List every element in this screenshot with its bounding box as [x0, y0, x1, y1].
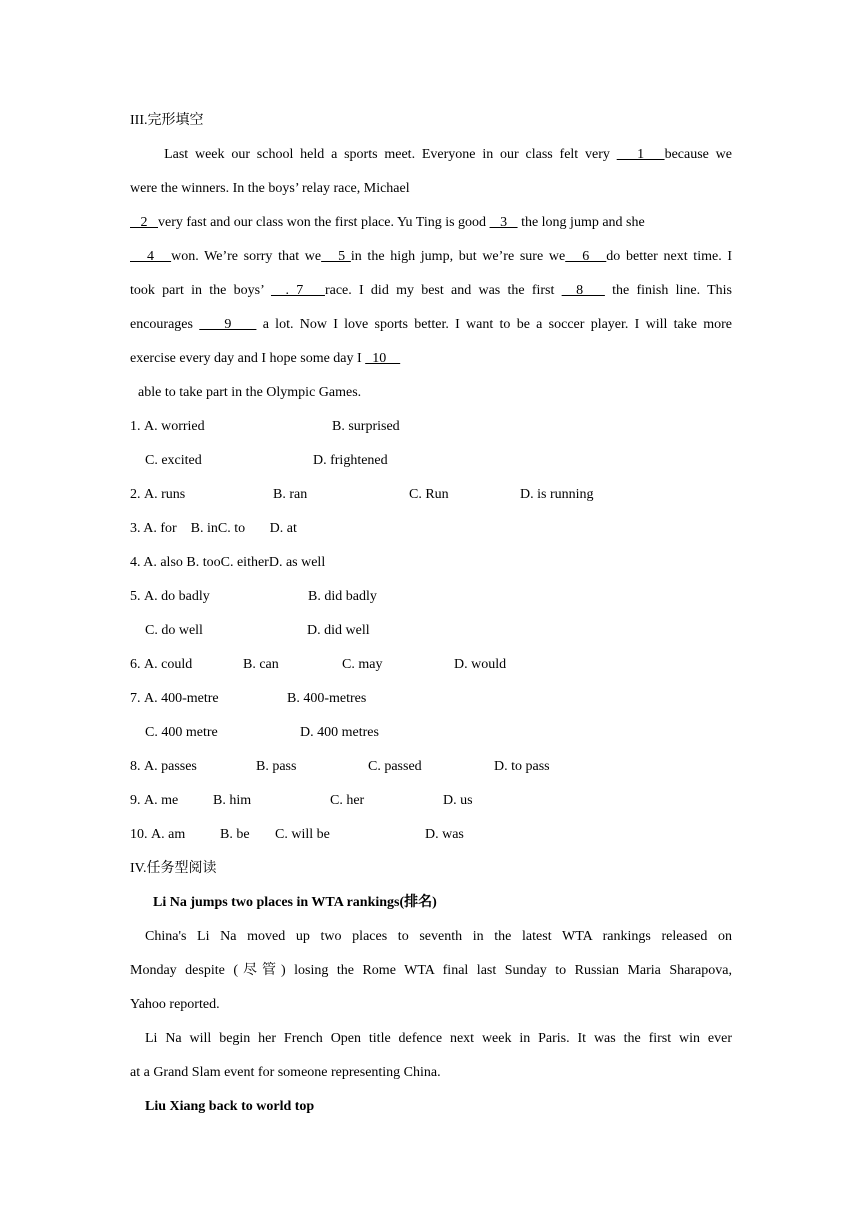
option-c[interactable]: C. will be [275, 827, 330, 842]
option-c[interactable]: C. Run [409, 487, 449, 502]
passage-line: were the winners. In the boys’ relay race, Michael [130, 181, 410, 196]
question-4-options[interactable]: A. also B. tooC. eitherD. as well [143, 555, 326, 570]
question-6: 6. A. could [130, 657, 193, 672]
article-line: China's Li Na moved up two places to seventh in the latest WTA rankings released on [145, 929, 732, 944]
option-a[interactable]: A. worried [144, 419, 205, 434]
passage-line: 4 won. We’re sorry that we 5 in the high jump, but we’re sure we 6 do better next time. I [130, 249, 733, 264]
section-heading-cloze: III.完形填空 [130, 113, 204, 128]
option-d[interactable]: D. did well [307, 623, 370, 638]
blank-8[interactable]: 8 [561, 283, 605, 298]
option-b[interactable]: B. did badly [308, 589, 377, 604]
blank-5[interactable]: 5 [321, 249, 351, 264]
blank-9[interactable]: 9 [199, 317, 257, 332]
blank-7[interactable]: . 7 [270, 283, 325, 298]
option-a[interactable]: A. runs [144, 487, 186, 502]
section-heading-reading: IV.任务型阅读 [130, 861, 217, 876]
passage-line: took part in the boys’ . 7 race. I did my best and was the first 8 the finish line. This [130, 283, 733, 298]
option-a[interactable]: A. 400-metre [144, 691, 219, 706]
option-c[interactable]: C. passed [368, 759, 422, 774]
question-7: 7. A. 400-metre [130, 691, 219, 706]
question-2: 2. A. runs [130, 487, 186, 502]
article-title: Liu Xiang back to world top [145, 1099, 315, 1114]
option-c[interactable]: C. excited [145, 453, 202, 468]
passage-line: exercise every day and I hope some day I 10 [130, 351, 401, 366]
question-9: 9. A. me [130, 793, 179, 808]
passage-line: Last week our school held a sports meet. Everyone in our class felt very 1 because we [164, 147, 733, 162]
question-5: 5. A. do badly [130, 589, 210, 604]
option-b[interactable]: B. him [213, 793, 252, 808]
option-b[interactable]: B. surprised [332, 419, 400, 434]
option-d[interactable]: D. is running [520, 487, 594, 502]
passage-line: able to take part in the Olympic Games. [138, 385, 362, 400]
passage-line: 2 very fast and our class won the first place. Yu Ting is good 3 the long jump and she [130, 215, 645, 230]
article-line: Li Na will begin her French Open title defence next week in Paris. It was the first win ever [145, 1031, 732, 1046]
option-d[interactable]: D. was [425, 827, 464, 842]
blank-1[interactable]: 1 [616, 147, 665, 162]
question-4: 4. A. also B. tooC. eitherD. as well [130, 555, 326, 570]
question-8: 8. A. passes [130, 759, 197, 774]
article-title: Li Na jumps two places in WTA rankings(排名) [153, 895, 437, 910]
blank-10[interactable]: 10 [365, 351, 401, 366]
question-3: 3. A. for B. inC. to D. at [130, 521, 297, 536]
blank-4[interactable]: 4 [130, 249, 172, 264]
question-3-options[interactable]: A. for B. inC. to D. at [143, 521, 297, 536]
option-a[interactable]: A. am [151, 827, 186, 842]
option-c[interactable]: C. her [330, 793, 365, 808]
blank-2[interactable]: 2 [130, 215, 158, 230]
option-d[interactable]: D. to pass [494, 759, 550, 774]
option-b[interactable]: B. pass [256, 759, 297, 774]
option-b[interactable]: B. ran [273, 487, 308, 502]
option-d[interactable]: D. would [454, 657, 507, 672]
option-d[interactable]: D. frightened [313, 453, 388, 468]
option-c[interactable]: C. 400 metre [145, 725, 218, 740]
question-10: 10. A. am [130, 827, 186, 842]
option-b[interactable]: B. 400-metres [287, 691, 367, 706]
blank-6[interactable]: 6 [565, 249, 607, 264]
option-a[interactable]: A. passes [144, 759, 197, 774]
option-b[interactable]: B. can [243, 657, 279, 672]
question-1: 1. A. worried [130, 419, 205, 434]
article-line: at a Grand Slam event for someone representing China. [130, 1065, 441, 1080]
option-a[interactable]: A. do badly [144, 589, 210, 604]
option-d[interactable]: D. us [443, 793, 473, 808]
option-a[interactable]: A. me [144, 793, 179, 808]
option-d[interactable]: D. 400 metres [300, 725, 379, 740]
passage-line: encourages 9 a lot. Now I love sports better. I want to be a soccer player. I will take more [130, 317, 733, 332]
option-c[interactable]: C. may [342, 657, 383, 672]
article-line: Yahoo reported. [130, 997, 220, 1012]
option-b[interactable]: B. be [220, 827, 250, 842]
option-c[interactable]: C. do well [145, 623, 203, 638]
article-line: Monday despite (尽管) losing the Rome WTA final last Sunday to Russian Maria Sharapova, [130, 963, 732, 978]
blank-3[interactable]: 3 [489, 215, 518, 230]
option-a[interactable]: A. could [144, 657, 193, 672]
